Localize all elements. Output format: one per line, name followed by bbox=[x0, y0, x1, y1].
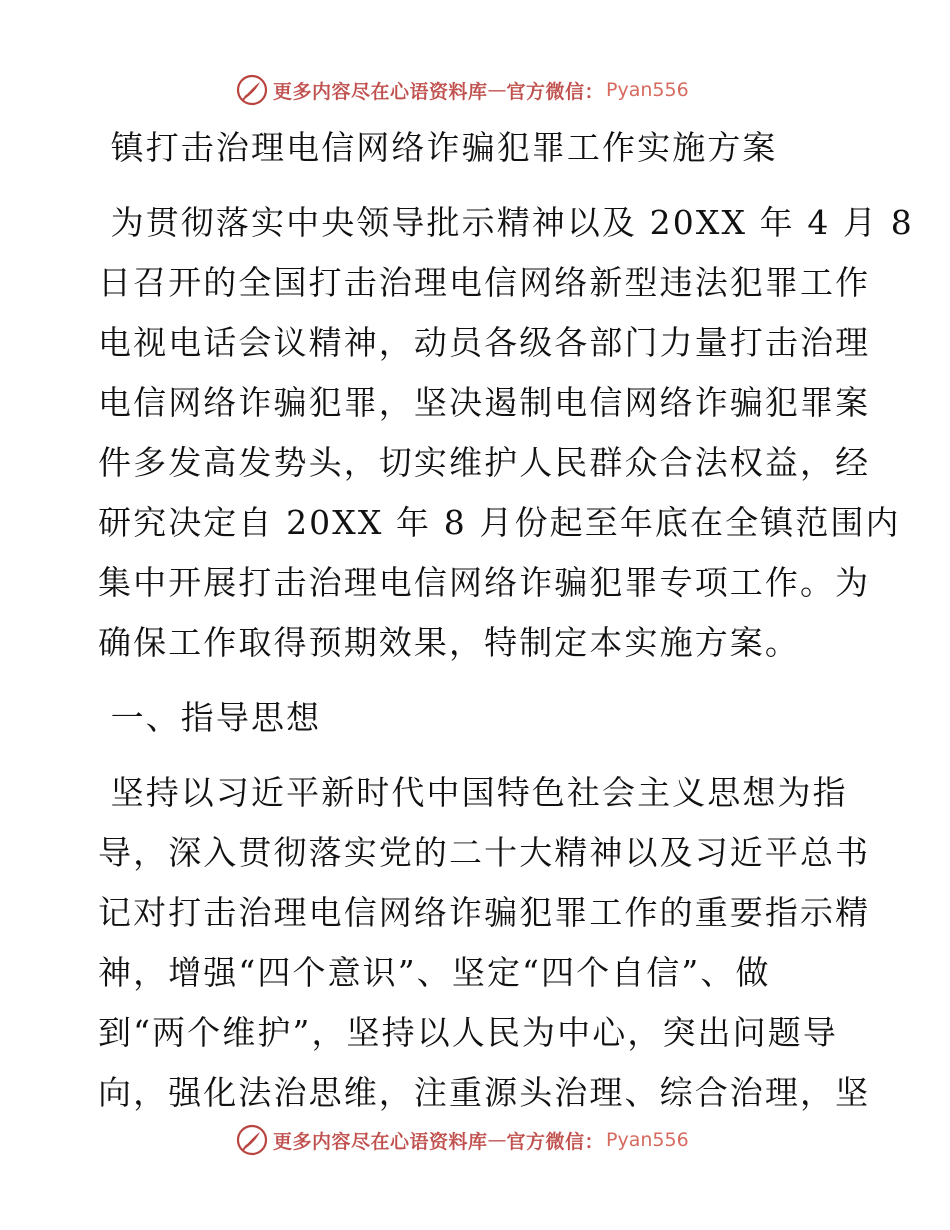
paragraph-line: 电视电话会议精神，动员各级各部门力量打击治理 bbox=[98, 323, 871, 362]
paragraph-line: 集中开展打击治理电信网络诈骗犯罪专项工作。为 bbox=[98, 563, 871, 602]
watermark-wechat-id: Pyan556 bbox=[606, 1129, 689, 1151]
paragraph-line: 记对打击治理电信网络诈骗犯罪工作的重要指示精 bbox=[98, 893, 871, 932]
document-title: 镇打击治理电信网络诈骗犯罪工作实施方案 bbox=[98, 128, 778, 167]
paragraph-intro bbox=[98, 193, 914, 673]
paragraph-line: 坚持以习近平新时代中国特色社会主义思想为指 bbox=[98, 773, 848, 812]
paragraph-line: 研究决定自 20XX 年 8 月份起至年底在全镇范围内 bbox=[98, 503, 901, 542]
paragraph-guiding-thought bbox=[98, 763, 871, 1123]
paragraph-line: 神，增强“四个意识”、坚定“四个自信”、做 bbox=[98, 953, 771, 992]
watermark-wechat-id: Pyan556 bbox=[606, 79, 689, 101]
paragraph-line: 日召开的全国打击治理电信网络新型违法犯罪工作 bbox=[98, 263, 871, 302]
paragraph-line: 确保工作取得预期效果，特制定本实施方案。 bbox=[98, 623, 800, 662]
watermark-separator: — bbox=[487, 1129, 507, 1151]
quill-logo-icon bbox=[235, 73, 269, 107]
watermark-wechat-label: 官方微信： bbox=[506, 1130, 605, 1153]
document-body bbox=[98, 118, 914, 1123]
paragraph-line: 到“两个维护”，坚持以人民为中心，突出问题导 bbox=[98, 1013, 838, 1052]
paragraph-line: 导，深入贯彻落实党的二十大精神以及习近平总书 bbox=[98, 833, 871, 872]
paragraph-line: 件多发高发势头，切实维护人民群众合法权益，经 bbox=[98, 443, 871, 482]
watermark-wechat-label: 官方微信： bbox=[506, 80, 605, 103]
paragraph-line: 向，强化法治思维，注重源头治理、综合治理，坚 bbox=[98, 1073, 871, 1112]
watermark-separator: — bbox=[487, 79, 507, 101]
quill-logo-icon bbox=[235, 1123, 269, 1157]
watermark-header bbox=[235, 75, 689, 105]
watermark-site-name: 更多内容尽在心语资料库 bbox=[273, 1130, 488, 1153]
section-heading: 一、指导思想 bbox=[98, 698, 322, 737]
watermark-footer bbox=[235, 1125, 689, 1155]
paragraph-line: 电信网络诈骗犯罪，坚决遏制电信网络诈骗犯罪案 bbox=[98, 383, 871, 422]
paragraph-line: 为贯彻落实中央领导批示精神以及 20XX 年 4 月 8 bbox=[98, 203, 914, 242]
watermark-site-name: 更多内容尽在心语资料库 bbox=[273, 80, 488, 103]
